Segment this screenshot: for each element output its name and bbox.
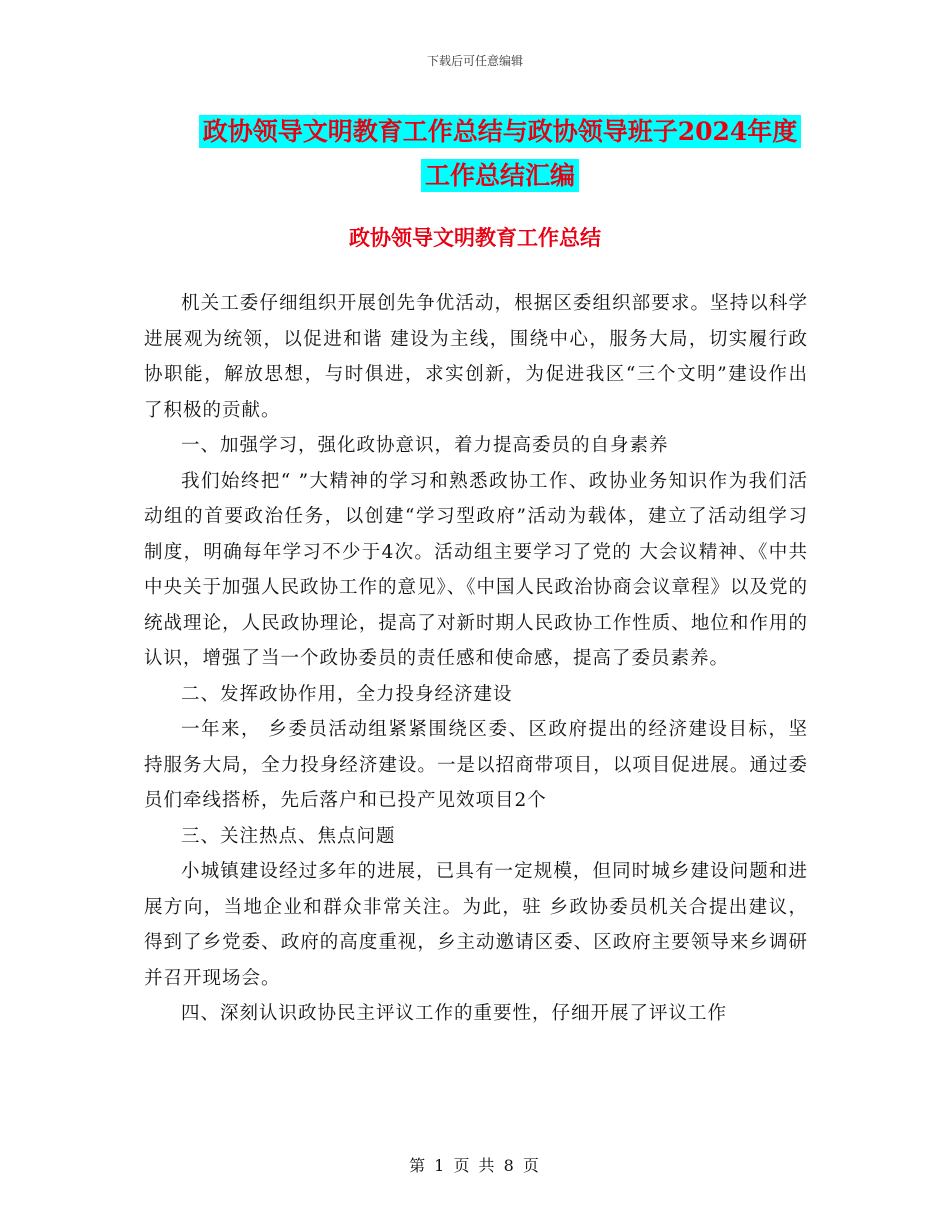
- title-line-1: 政协领导文明教育工作总结与政协领导班子2024年度: [199, 115, 802, 148]
- heading-3: 三、关注热点、焦点问题: [181, 825, 396, 847]
- page-header-note: 下载后可任意编辑: [426, 54, 523, 68]
- paragraph-3: 小城镇建设经过多年的进展，已具有一定规模，但同时城乡建设问题和进展方向，当地企业和群众非常关注。为此，驻 乡政协委员机关合提出建议，得到了乡党委、政府的高度重视，乡主动邀请区委、区政府主要领导来乡调研并召开现场会。: [144, 861, 808, 989]
- document-body: [144, 286, 808, 1032]
- heading-1: 一、加强学习，强化政协意识，着力提高委员的自身素养: [181, 435, 669, 456]
- page-number: 第 1 页 共 8 页: [409, 1156, 541, 1175]
- paragraph-2: 一年来， 乡委员活动组紧紧围绕区委、区政府提出的经济建设目标，坚持服务大局，全力投身经济建设。一是以招商带项目，以项目促进展。通过委员们牵线搭桥，先后落户和已投产见效项目2个: [144, 719, 808, 811]
- paragraph-1: 我们始终把“ ”大精神的学习和熟悉政协工作、政协业务知识作为我们活动组的首要政治任务，以创建“学习型政府”活动为载体，建立了活动组学习制度，明确每年学习不少于4次。活动组主要学习了党的 大会议精神、《中共中央关于加强人民政协工作的意见》、《中国人民政治协商会议章程》以及党的统战理论，人民政协理论，提高了对新时期人民政协工作性质、地位和作用的认识，增强了当一个政协委员的责任感和使命感，提高了委员素养。: [144, 470, 809, 669]
- title-line-2: 工作总结汇编: [421, 159, 579, 192]
- paragraph-intro: 机关工委仔细组织开展创先争优活动，根据区委组织部要求。坚持以科学进展观为统领，以促进和谐 建设为主线，围绕中心，服务大局，切实履行政协职能，解放思想，与时俱进，求实创新，为促进我区“三个文明”建设作出了积极的贡献。: [144, 293, 808, 421]
- document-title: [140, 110, 860, 198]
- section-title: 政协领导文明教育工作总结: [349, 225, 601, 250]
- heading-2: 二、发挥政协作用，全力投身经济建设: [181, 683, 513, 705]
- heading-4: 四、深刻认识政协民主评议工作的重要性，仔细开展了评议工作: [181, 1003, 728, 1024]
